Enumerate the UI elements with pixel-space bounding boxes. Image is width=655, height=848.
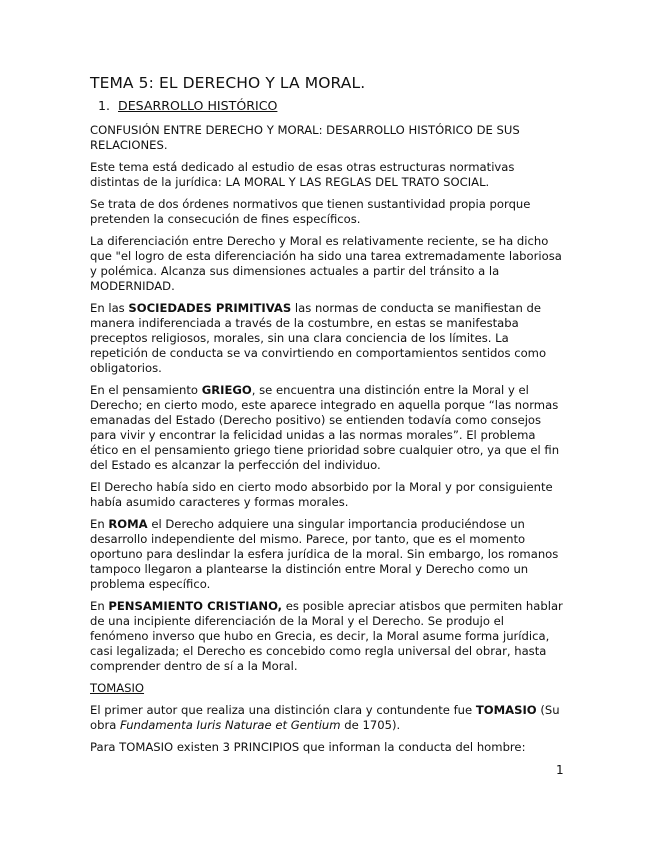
text-run: , se encuentra una distinción entre la Moral y el Derecho; en cierto modo, este aparece integrado en aquella porque “las normas emanadas del Estado (Derecho positivo) se entienden todavía como consejos para vivir y encontrar la felicidad unidas a las normas morales”. El problema ético en el pensamiento griego tiene prioridad sobre cualquier otro, ya que el fin del Estado es alcanzar la perfección del individuo. bbox=[90, 383, 560, 472]
section-label: DESARROLLO HISTÓRICO bbox=[118, 98, 278, 113]
italic-title: Fundamenta Iuris Naturae et Gentium bbox=[120, 718, 341, 732]
paragraph-1: CONFUSIÓN ENTRE DERECHO Y MORAL: DESARROLLO HISTÓRICO DE SUS RELACIONES. bbox=[90, 123, 520, 152]
paragraph-9 bbox=[90, 599, 565, 674]
bold-term: SOCIEDADES PRIMITIVAS bbox=[128, 301, 292, 315]
text-run: En el pensamiento bbox=[90, 383, 202, 397]
section-heading bbox=[98, 98, 565, 113]
paragraph-5 bbox=[90, 301, 565, 376]
document-title: TEMA 5: EL DERECHO Y LA MORAL. bbox=[90, 74, 366, 92]
paragraph-3: Se trata de dos órdenes normativos que tienen sustantividad propia porque pretenden la consecución de fines específicos. bbox=[90, 197, 531, 226]
bold-term: TOMASIO bbox=[475, 703, 537, 717]
bold-term: PENSAMIENTO CRISTIANO, bbox=[108, 599, 283, 613]
paragraph-12: Para TOMASIO existen 3 PRINCIPIOS que informan la conducta del hombre: bbox=[90, 740, 526, 754]
paragraph-7: El Derecho había sido en cierto modo absorbido por la Moral y por consiguiente había asumido caracteres y formas morales. bbox=[90, 480, 553, 509]
paragraph-2: Este tema está dedicado al estudio de esas otras estructuras normativas distintas de la jurídica: LA MORAL Y LAS REGLAS DEL TRATO SOCIAL. bbox=[90, 160, 515, 189]
paragraph-8 bbox=[90, 517, 565, 592]
text-run: las normas de conducta se manifiestan de manera indiferenciada a través de la costumbre, en estas se manifestaba preceptos religiosos, morales, sin una clara conciencia de los límites. La repetición de conducta se va convirtiendo en comportamientos sentidos como obligatorios. bbox=[90, 301, 547, 375]
text-run: El primer autor que realiza una distinción clara y contundente fue bbox=[90, 703, 476, 717]
text-run: En bbox=[90, 517, 109, 531]
section-number: 1. bbox=[98, 98, 111, 113]
paragraph-4: La diferenciación entre Derecho y Moral es relativamente reciente, se ha dicho que "el logro de esta diferenciación ha sido una tarea extremadamente laboriosa y polémica. Alcanza sus dimensiones actuales a partir del tránsito a la MODERNIDAD. bbox=[90, 234, 562, 293]
paragraph-6 bbox=[90, 383, 565, 473]
document-page bbox=[90, 74, 565, 762]
subheading-tomasio: TOMASIO bbox=[90, 681, 145, 695]
text-run: En las bbox=[90, 301, 129, 315]
bold-term: GRIEGO bbox=[201, 383, 252, 397]
text-run: de 1705). bbox=[340, 718, 401, 732]
text-run: es posible apreciar atisbos que permiten hablar de una incipiente diferenciación de la Moral y el Derecho. Se produjo el fenómeno inverso que hubo en Grecia, es decir, la Moral asume forma jurídica, casi legalizada; el Derecho es concebido como regla universal del obrar, hasta comprender dentro de sí a la Moral. bbox=[90, 599, 563, 673]
paragraph-11 bbox=[90, 703, 565, 733]
text-run: el Derecho adquiere una singular importancia produciéndose un desarrollo independiente del mismo. Parece, por tanto, que es el momento oportuno para deslindar la esfera jurídica de la moral. Sin embargo, los romanos tampoco llegaron a plantearse la distinción entre Moral y Derecho como un problema específico. bbox=[90, 517, 559, 591]
text-run: (Su obra bbox=[90, 703, 560, 732]
page-number: 1 bbox=[556, 763, 564, 777]
text-run: En bbox=[90, 599, 109, 613]
bold-term: ROMA bbox=[108, 517, 148, 531]
